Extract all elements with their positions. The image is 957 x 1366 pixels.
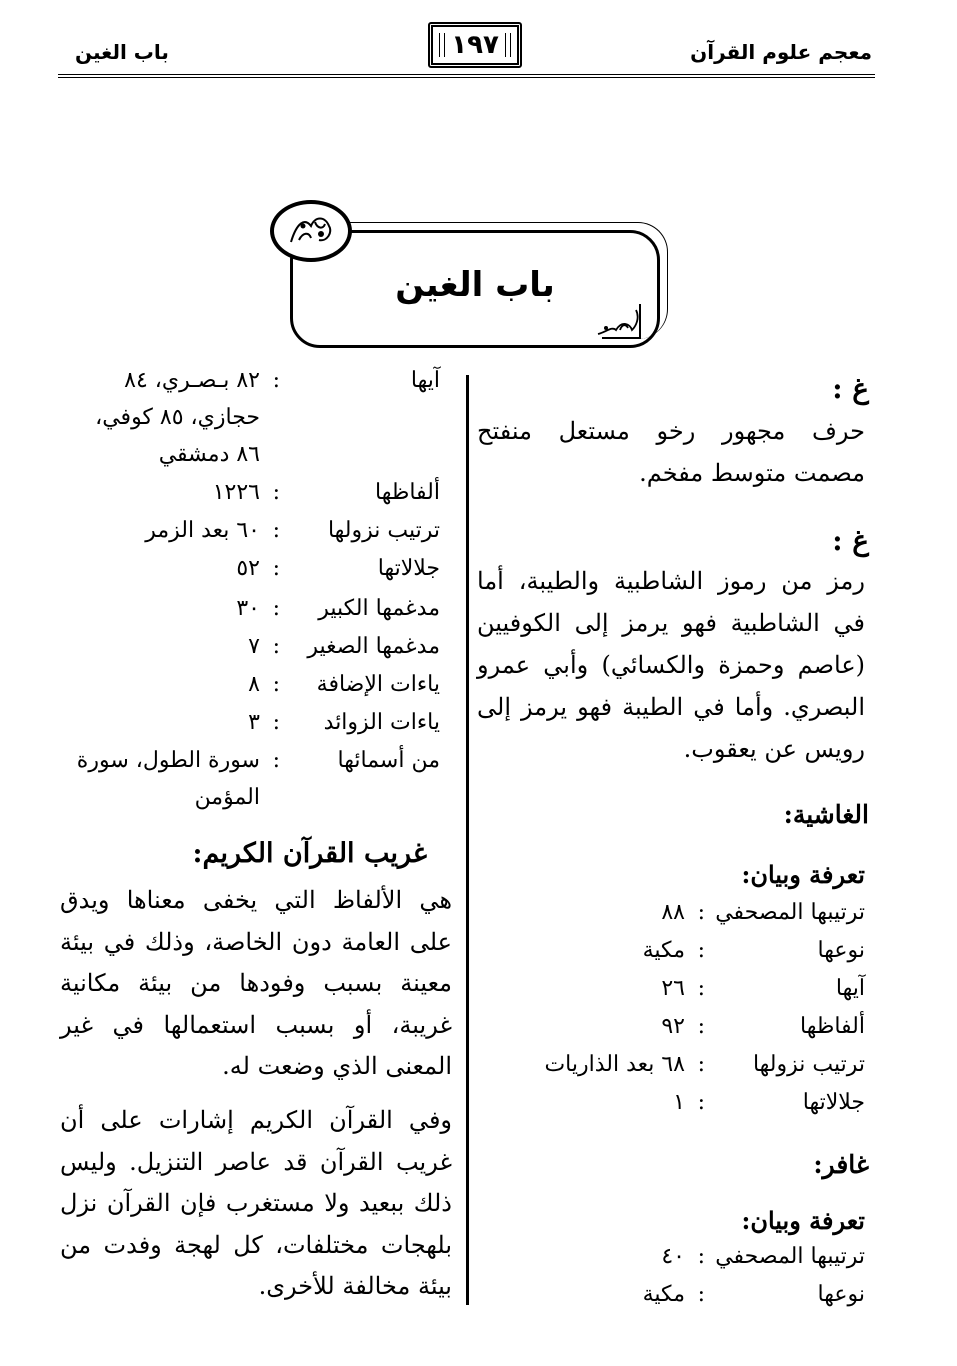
row-key: مدغمها الصغير [307,634,440,659]
row-value: ١٢٢٦ [212,480,260,505]
page-number: ١٩٧ [428,22,522,68]
row-key: ياءات الإضافة [316,672,440,697]
entry-head-gharib: غريب القرآن الكريم: [192,838,427,869]
ghafir-row: نوعها : مكية [642,1282,865,1307]
row-value: ٩٢ [661,1014,685,1039]
ghashiya-row: آيها : ٢٦ [661,976,865,1001]
ghafir-row: ترتيبها المصحفي : ٤٠ [661,1244,865,1269]
floral-ornament-icon [285,212,337,250]
chapter-ornament-oval [270,200,352,262]
row-value: مكية [642,1282,685,1307]
ghashiya-row: نوعها : مكية [642,938,865,963]
entry-text-ghain-2: رمز من رموز الشاطبية والطيبة، أما في الشاطبية فهو يرمز إلى الكوفيين (عاصم وحمزة والكسائي) وأبي عمرو البصري. وأما في الطيبة فهو يرمز إلى رويس عن يعقوب. [477,567,865,763]
ghafir-subhead: تعرفة وبيان: [741,1206,865,1235]
entry-head-ghafir: غافر: [813,1150,869,1179]
row-value: ٨٨ [661,900,685,925]
row-value: ١ [673,1090,685,1115]
header-rule [58,74,875,78]
ghafir-row: من أسمائها : سورة الطول، سورة المؤمن [60,742,440,818]
row-key: ترتيب نزولها [327,518,440,543]
row-value: ٧ [248,634,260,659]
row-key: نوعها [817,938,865,963]
ghashiya-row: ترتيب نزولها : ٦٨ بعد الذاريات [544,1052,865,1077]
chapter-title: باب الغين [395,265,555,305]
row-key: نوعها [817,1282,865,1307]
row-key: ياءات الزوائد [323,710,440,735]
row-key: ترتيبها المصحفي [715,1244,865,1269]
row-value: مكية [642,938,685,963]
chapter-running-title: باب الغين [75,40,169,64]
row-key: جلالاتها [802,1090,865,1115]
book-title: معجم علوم القرآن [690,40,872,64]
column-divider [466,375,469,1305]
row-key: آيها [410,368,440,393]
row-key: ألفاظها [799,1014,865,1039]
row-key: من أسمائها [337,748,440,773]
gharib-paragraph-1: هي الألفاظ التي يخفى معناها ويدق على العامة دون الخاصة، وذلك في بيئة معينة بسبب وفودها من بيئة مكانية غريبة، أو بسبب استعمالها في غير المعنى الذي وضعت له. [60,886,452,1080]
row-value: ٣ [248,710,260,735]
row-key: آيها [835,976,865,1001]
row-value: ٢٦ [661,976,685,1001]
row-value: ٣٠ [236,596,260,621]
row-value: ٤٠ [661,1244,685,1269]
row-key: جلالاتها [377,556,440,581]
gharib-paragraph-2: وفي القرآن الكريم إشارات على أن غريب القرآن قد عاصر التنزيل. وليس ذلك ببعيد ولا مستغرب فإن القرآن نزل بلهجات مختلفات، كل لهجة وفدت من بيئة مخالفة للأخرى. [60,1106,452,1300]
row-key: مدغمها الكبير [318,596,440,621]
row-value: ٦٠ بعد الزمر [145,518,260,543]
row-value: ٥٢ [236,556,260,581]
ghashiya-row: جلالاتها : ١ [673,1090,865,1115]
entry-head-ghain-1: غ : [832,372,869,405]
ghashiya-subhead: تعرفة وبيان: [741,860,865,889]
row-key: ألفاظها [374,480,440,505]
entry-head-ghain-2: غ : [832,524,869,557]
row-key: ترتيبها المصحفي [715,900,865,925]
entry-text-ghain-1: حرف مجهور رخو مستعل منفتح مصمت متوسط مفخم. [477,417,865,487]
ghafir-row: آيها : ٨٢ بـصـري، ٨٤ حجازي، ٨٥ كوفي، ٨٦ دمشقي [60,362,440,477]
row-value: ٨٢ بـصـري، ٨٤ حجازي، ٨٥ كوفي، ٨٦ دمشقي [95,368,260,467]
row-value: ٦٨ بعد الذاريات [544,1052,685,1077]
entry-head-ghashiya: الغاشية: [783,800,869,829]
row-value: سورة الطول، سورة المؤمن [76,748,260,810]
ghashiya-row: ترتيبها المصحفي : ٨٨ [661,900,865,925]
row-value: ٨ [248,672,260,697]
corner-ornament-icon [596,300,644,340]
row-key: ترتيب نزولها [752,1052,865,1077]
ghashiya-row: ألفاظها : ٩٢ [661,1014,865,1039]
